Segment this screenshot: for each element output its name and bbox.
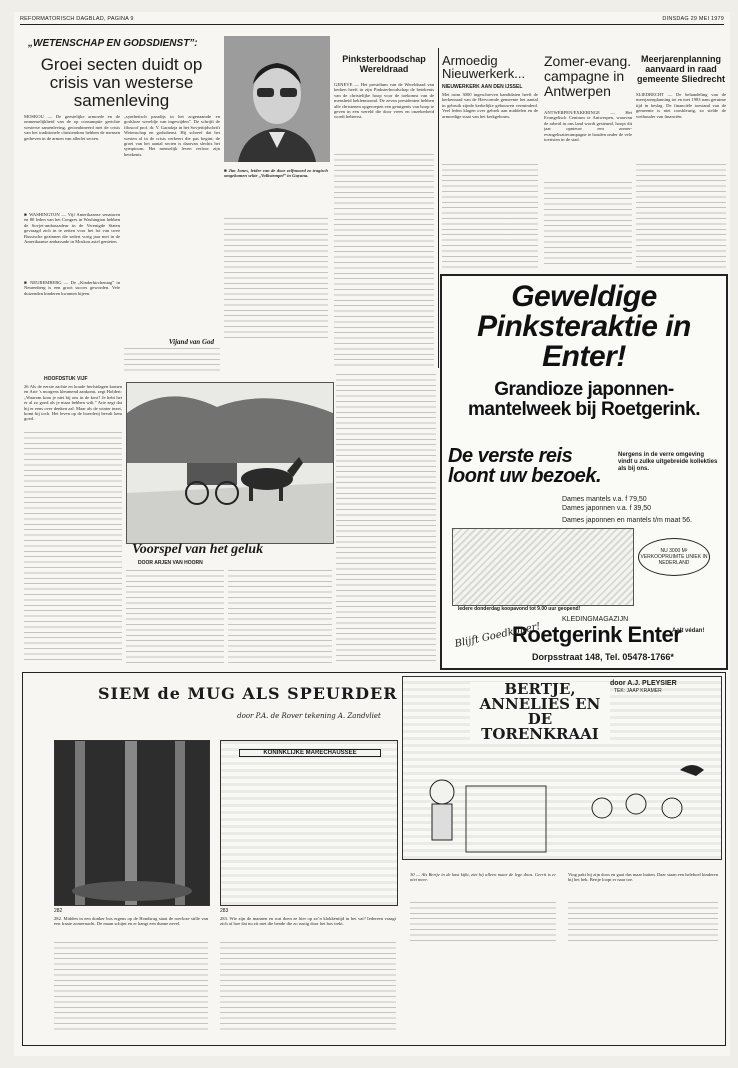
- ad-mascot-quote: Aalt védan!: [672, 628, 705, 634]
- bertje-text-2: [568, 902, 718, 942]
- children-crowd-drawing: [562, 746, 718, 856]
- lead-kicker: „WETENSCHAP EN GODSDIENST”:: [28, 38, 198, 49]
- sliedrecht-continued: [636, 164, 726, 268]
- pinkster-body: GENEVE — Het presidium van de Wereldraad van kerken heeft in zijn Pinksterboodschap de betekenis van de christelijke hoop voor de toekomst van de mensheid beklemtoond. De zeven presidenten hebben alle christenen opgeroepen een getuigenis van hoop te geven in een wereld die door vrees en onzekerheid wordt beheerst.: [334, 82, 434, 120]
- lead-washington: ■ WASHINGTON — Vijf Amerikaanse senatoren en 80 leden van het Congres in Washington hebben de Sovjet-ambassadeur in de Verenigde Staten gevraagd zich in te zetten voor het lot van twee Russische gezinnen die sedert vorig jaar mei in de Amerikaanse ambassade in Moskou asiel genieten.: [24, 212, 120, 245]
- siem-credit: door P.A. de Rover tekening A. Zandvliet: [237, 712, 381, 720]
- jim-jones-photo: [224, 36, 330, 162]
- bertje-credit: door A.J. PLEYSIER: [610, 680, 677, 687]
- siem-panel-number-1: 282: [54, 908, 63, 914]
- photo-side-text: [224, 218, 328, 338]
- ad-store-name: Roetgerink Enter: [512, 622, 682, 647]
- story-illustration: [126, 382, 334, 544]
- siem-caption-text-1: [54, 942, 208, 1032]
- lead-neuremberg: ■ NEUREMBERG — De „Kinderkirchentag” in Neurenberg is een groot succes geworden. Vele duizenden kinderen kwamen bijeen.: [24, 280, 120, 296]
- marechaussee-sign: KONINKLIJKE MARECHAUSSEE: [239, 749, 381, 757]
- bertje-panel-2: [562, 746, 718, 856]
- store-building-drawing: [452, 528, 634, 606]
- story-illustrator: DOOR ARJEN VAN HOORN: [138, 560, 203, 566]
- lead-headline: Groei secten duidt op crisis van westerse samenleving: [40, 55, 203, 110]
- story-body: 26 Als de eerste zachte en koude herfstdagen komen en Arie 's morgens kleumend aankomt, zegt Holdert: „Waarom kom je niet bij ons in de kost? Je hebt het er al zo goed als je maar hebben wilt.” Arie zegt dat hij er eens over denken zal. Maar als de winter inzet, komt hij toch. Het leven op de boerderij bevalt hem goed.: [24, 384, 122, 422]
- sliedrecht-headline: Meerjarenplanning aanvaard in raad gemeente Sliedrecht: [636, 54, 726, 84]
- lead-intro: MOSKOU — De geestelijke armoede en de onmenselijkheid van de op consumptie gerichte westerse samenleving, gecombineerd met de crisis van het traditionele christendom hebben de mensen gedreven in de armen van allerlei secten.: [24, 114, 120, 141]
- ad-subheadline: Grandioze japonnen- mantelweek bij Roetgerink.: [468, 379, 700, 420]
- lead-col2: „synthetisch paradijs in het zogenaamde en godsloze wereldje van ingewijden”. De schrijft de filosoof prof. dr. V. Garadzja in het Sovjettijdschrift Wetenschap en godsdienst. Hij schreef dat het westen al in de crisis verkeert die pas begint; de groei van het aantal secten is daarvan slechts het symptoom. Het menselijk leven verloor zijn betekenis.: [124, 114, 220, 157]
- sliedrecht-body: SLIEDRECHT — De behandeling van de meerjarenplanning tot en met 1983 nam geruime tijd in beslag. De financiële toestand van de gemeente is niet rooskleurig, zo stelde de wethouder van financiën.: [636, 92, 726, 119]
- ad-store-kicker: KLEDINGMAGAZIJN: [562, 616, 629, 623]
- antwerpen-continued: [544, 182, 632, 268]
- nieuwerkerk-sub: NIEUWERKERK AAN DEN IJSSEL: [442, 84, 523, 90]
- ad-claim: De verste reis loont uw bezoek.: [448, 445, 602, 487]
- siem-panel-283: [220, 740, 398, 906]
- ad-opening: Iedere donderdag koopavond tot 9.00 uur geopend!: [458, 606, 581, 612]
- bertje-credit-artist: TEK: JAAP KRAMER: [614, 688, 662, 694]
- story-col3: [228, 570, 332, 664]
- siem-panel-282: [54, 740, 210, 906]
- bertje-title: BERTJE, ANNELIES EN DE TORENKRAAI: [470, 682, 610, 742]
- page-header-date: DINSDAG 29 MEI 1979: [662, 16, 724, 22]
- page-header-left: REFORMATORISCH DAGBLAD, PAGINA 9: [20, 16, 134, 22]
- ad-size-badge: NU 3000 M² VERKOOPRUIMTE UNIEK IN NEDERLAND: [638, 538, 710, 576]
- story-body-continued: [24, 432, 122, 664]
- story-col4: [336, 374, 436, 664]
- story-chapter: HOOFDSTUK VIJF: [44, 376, 88, 382]
- kitchen-drawing: [406, 746, 556, 856]
- lead-tail-text: [124, 348, 220, 374]
- nieuwerkerk-continued: [442, 164, 538, 268]
- antwerpen-headline: Zomer-evang. campagne in Antwerpen: [544, 53, 632, 99]
- bertje-caption-2: Ving pakt hij zijn doos en gaat dus maar buiten. Daar staan een heleboel kinderen bij het hek. Bertje loopt er naar toe.: [568, 872, 718, 883]
- ad-note: Nergens in de verre omgeving vindt u zulke uitgebreide kollekties als bij ons.: [618, 452, 718, 472]
- ad-price-japonnen: Dames japonnen v.a. f 39,50: [562, 505, 651, 512]
- portrait-illustration: [224, 36, 330, 162]
- forest-night-drawing: [55, 741, 209, 905]
- siem-caption-text-2: [220, 942, 396, 1032]
- newspaper-page: [14, 12, 730, 1056]
- horse-carriage-drawing: [127, 383, 333, 543]
- nieuwerkerk-body: Met ruim 3000 ingeschreven kandidaten heeft de kerkenraad van de Hervormde gemeente het aantal in gebruik zijnde kerkelijke gebouwen verminderd. Veel leden klagen over gebrek aan middelen en de armoedige staat van het kerkgebouw.: [442, 92, 538, 119]
- antwerpen-body: ANTWERPEN/EXKERINGE — Het Evangelisch Centrum te Antwerpen, waarvan de arbeid in ons land wordt gesteund, hoopt dit jaar opnieuw een zomer-evangelisatiecampagne te houden onder de vele toeristen in de stad.: [544, 110, 632, 143]
- pinkster-headline: Pinksterboodschap Wereldraad: [342, 54, 426, 74]
- siem-caption-283: 283. Wie zijn de mannen en wat doen ze hier op zo’n klokkentijd in het vat? Iedereen vraagt zich af hoe dat nu zit met die bende die zo rustig door het bos trekt.: [220, 916, 396, 927]
- lead-byline: Vijand van God: [168, 338, 214, 346]
- story-title-image: Voorspel van het geluk: [132, 542, 264, 557]
- photo-caption: ■ Jim Jones, leider van de door zelfmoord zo tragisch omgekomen sekte „Volkstempel” in Guyana.: [224, 168, 328, 179]
- siem-caption-282: 282. Midden in een donker bos ergens op de Hondsrug staat de roerloze stille van een fraaie zomernacht. De maan schijnt en er hangt een dunne nevel.: [54, 916, 208, 927]
- siem-panel-number-2: 283: [220, 908, 229, 914]
- bertje-panel-1: [406, 746, 556, 856]
- roetgerink-advertisement: [440, 274, 728, 670]
- ad-price-mantels: Dames mantels v.a. f 79,50: [562, 496, 647, 503]
- header-rule: [20, 24, 724, 25]
- bertje-caption-1: 30 — Als Bertje in de kast kijkt, ziet hij alleen maar de lege doos. Gerrit is er niet meer.: [410, 872, 556, 883]
- ad-slogan: Blijft Goedkoper!: [453, 621, 542, 650]
- pinkster-continued: [334, 154, 434, 368]
- ad-address: Dorpsstraat 148, Tel. 05478-1766*: [532, 652, 674, 662]
- column-divider: [438, 48, 439, 368]
- story-col2: [126, 570, 224, 664]
- bertje-text-1: [410, 902, 556, 942]
- ad-headline: Geweldige Pinksteraktie in Enter!: [477, 280, 691, 373]
- ad-price-maat: Dames japonnen en mantels t/m maat 56.: [562, 517, 692, 524]
- nieuwerkerk-headline: Armoedig Nieuwerkerk...: [442, 53, 526, 81]
- siem-title: SIEM de MUG ALS SPEURDER: [98, 684, 398, 703]
